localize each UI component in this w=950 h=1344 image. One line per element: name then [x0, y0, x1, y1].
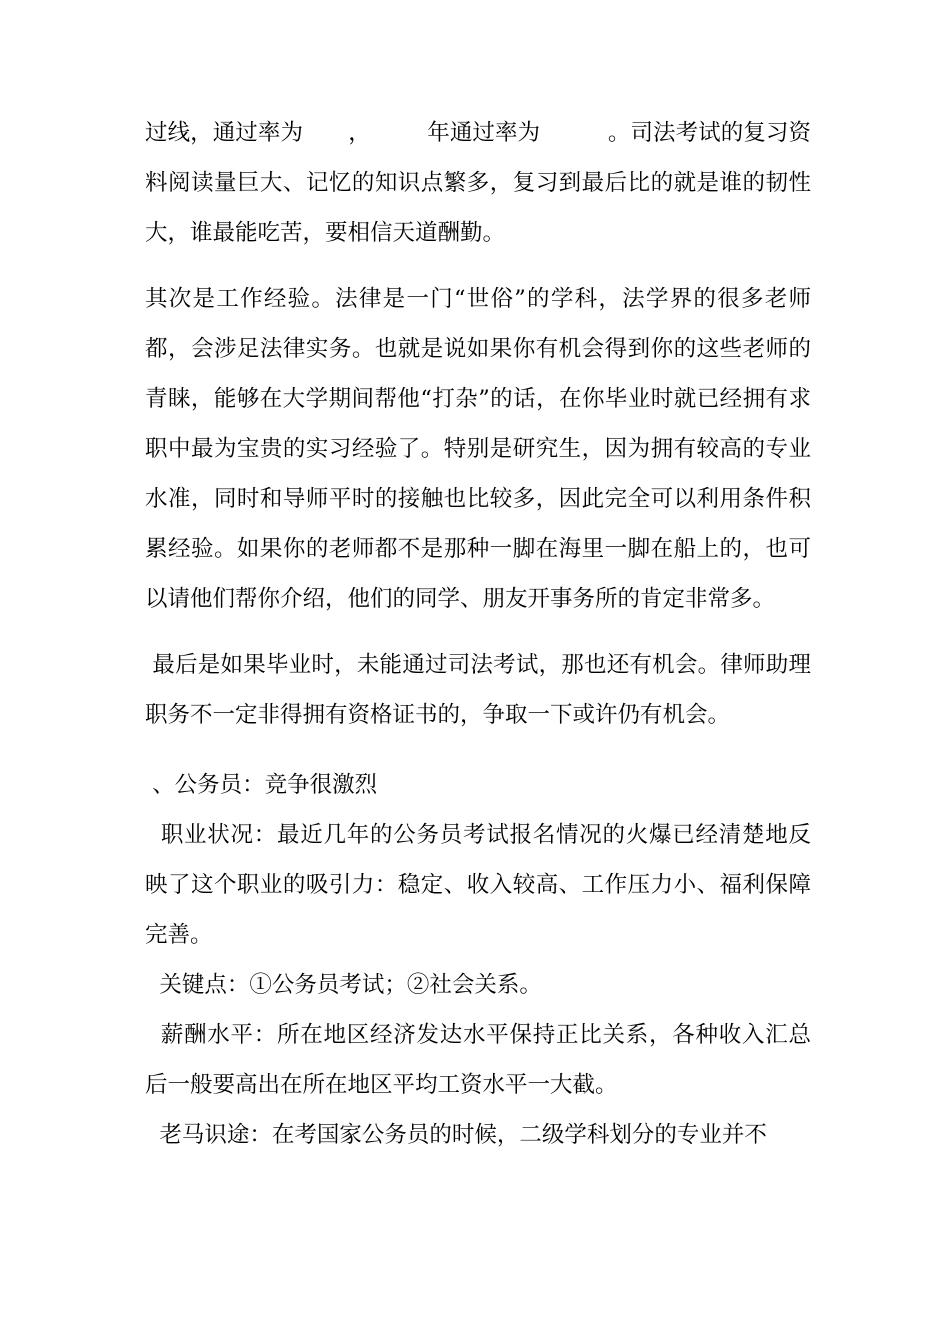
paragraph-experience-tips: 老马识途：在考国家公务员的时候，二级学科划分的专业并不 [145, 1122, 767, 1148]
paragraph-exam-pass-rate: 过线，通过率为 ， 年通过率为 。司法考试的复习资料阅读量巨大、记忆的知识点繁多，复习到最后比的就是谁的韧性大，谁最能吃苦，要相信天道酬勤。 [145, 120, 811, 246]
paragraph-salary-level: 薪酬水平：所在地区经济发达水平保持正比关系，各种收入汇总后一般要高出在所在地区平均工资水平一大截。 [145, 1022, 811, 1098]
paragraph-career-status: 职业状况：最近几年的公务员考试报名情况的火爆已经清楚地反映了这个职业的吸引力：稳定、收入较高、工作压力小、福利保障完善。 [145, 822, 811, 948]
paragraph-work-experience: 其次是工作经验。法律是一门“世俗”的学科，法学界的很多老师都，会涉足法律实务。也就是说如果你有机会得到你的这些老师的青睐，能够在大学期间帮他“打杂”的话，在你毕业时就已经拥有求职中最为宝贵的实习经验了。特别是研究生，因为拥有较高的专业水准，同时和导师平时的接触也比较多，因此完全可以利用条件积累经验。如果你的老师都不是那种一脚在海里一脚在船上的，也可以请他们帮你介绍，他们的同学、朋友开事务所的肯定非常多。 [145, 286, 811, 612]
paragraph-key-points: 关键点：①公务员考试；②社会关系。 [145, 972, 542, 998]
paragraph-last-chance: 最后是如果毕业时，未能通过司法考试，那也还有机会。律师助理职务不一定非得拥有资格证书的，争取一下或许仍有机会。 [145, 652, 811, 728]
section-heading-civil-servant: 、公务员：竞争很激烈 [145, 772, 378, 798]
document-body [145, 108, 811, 1160]
